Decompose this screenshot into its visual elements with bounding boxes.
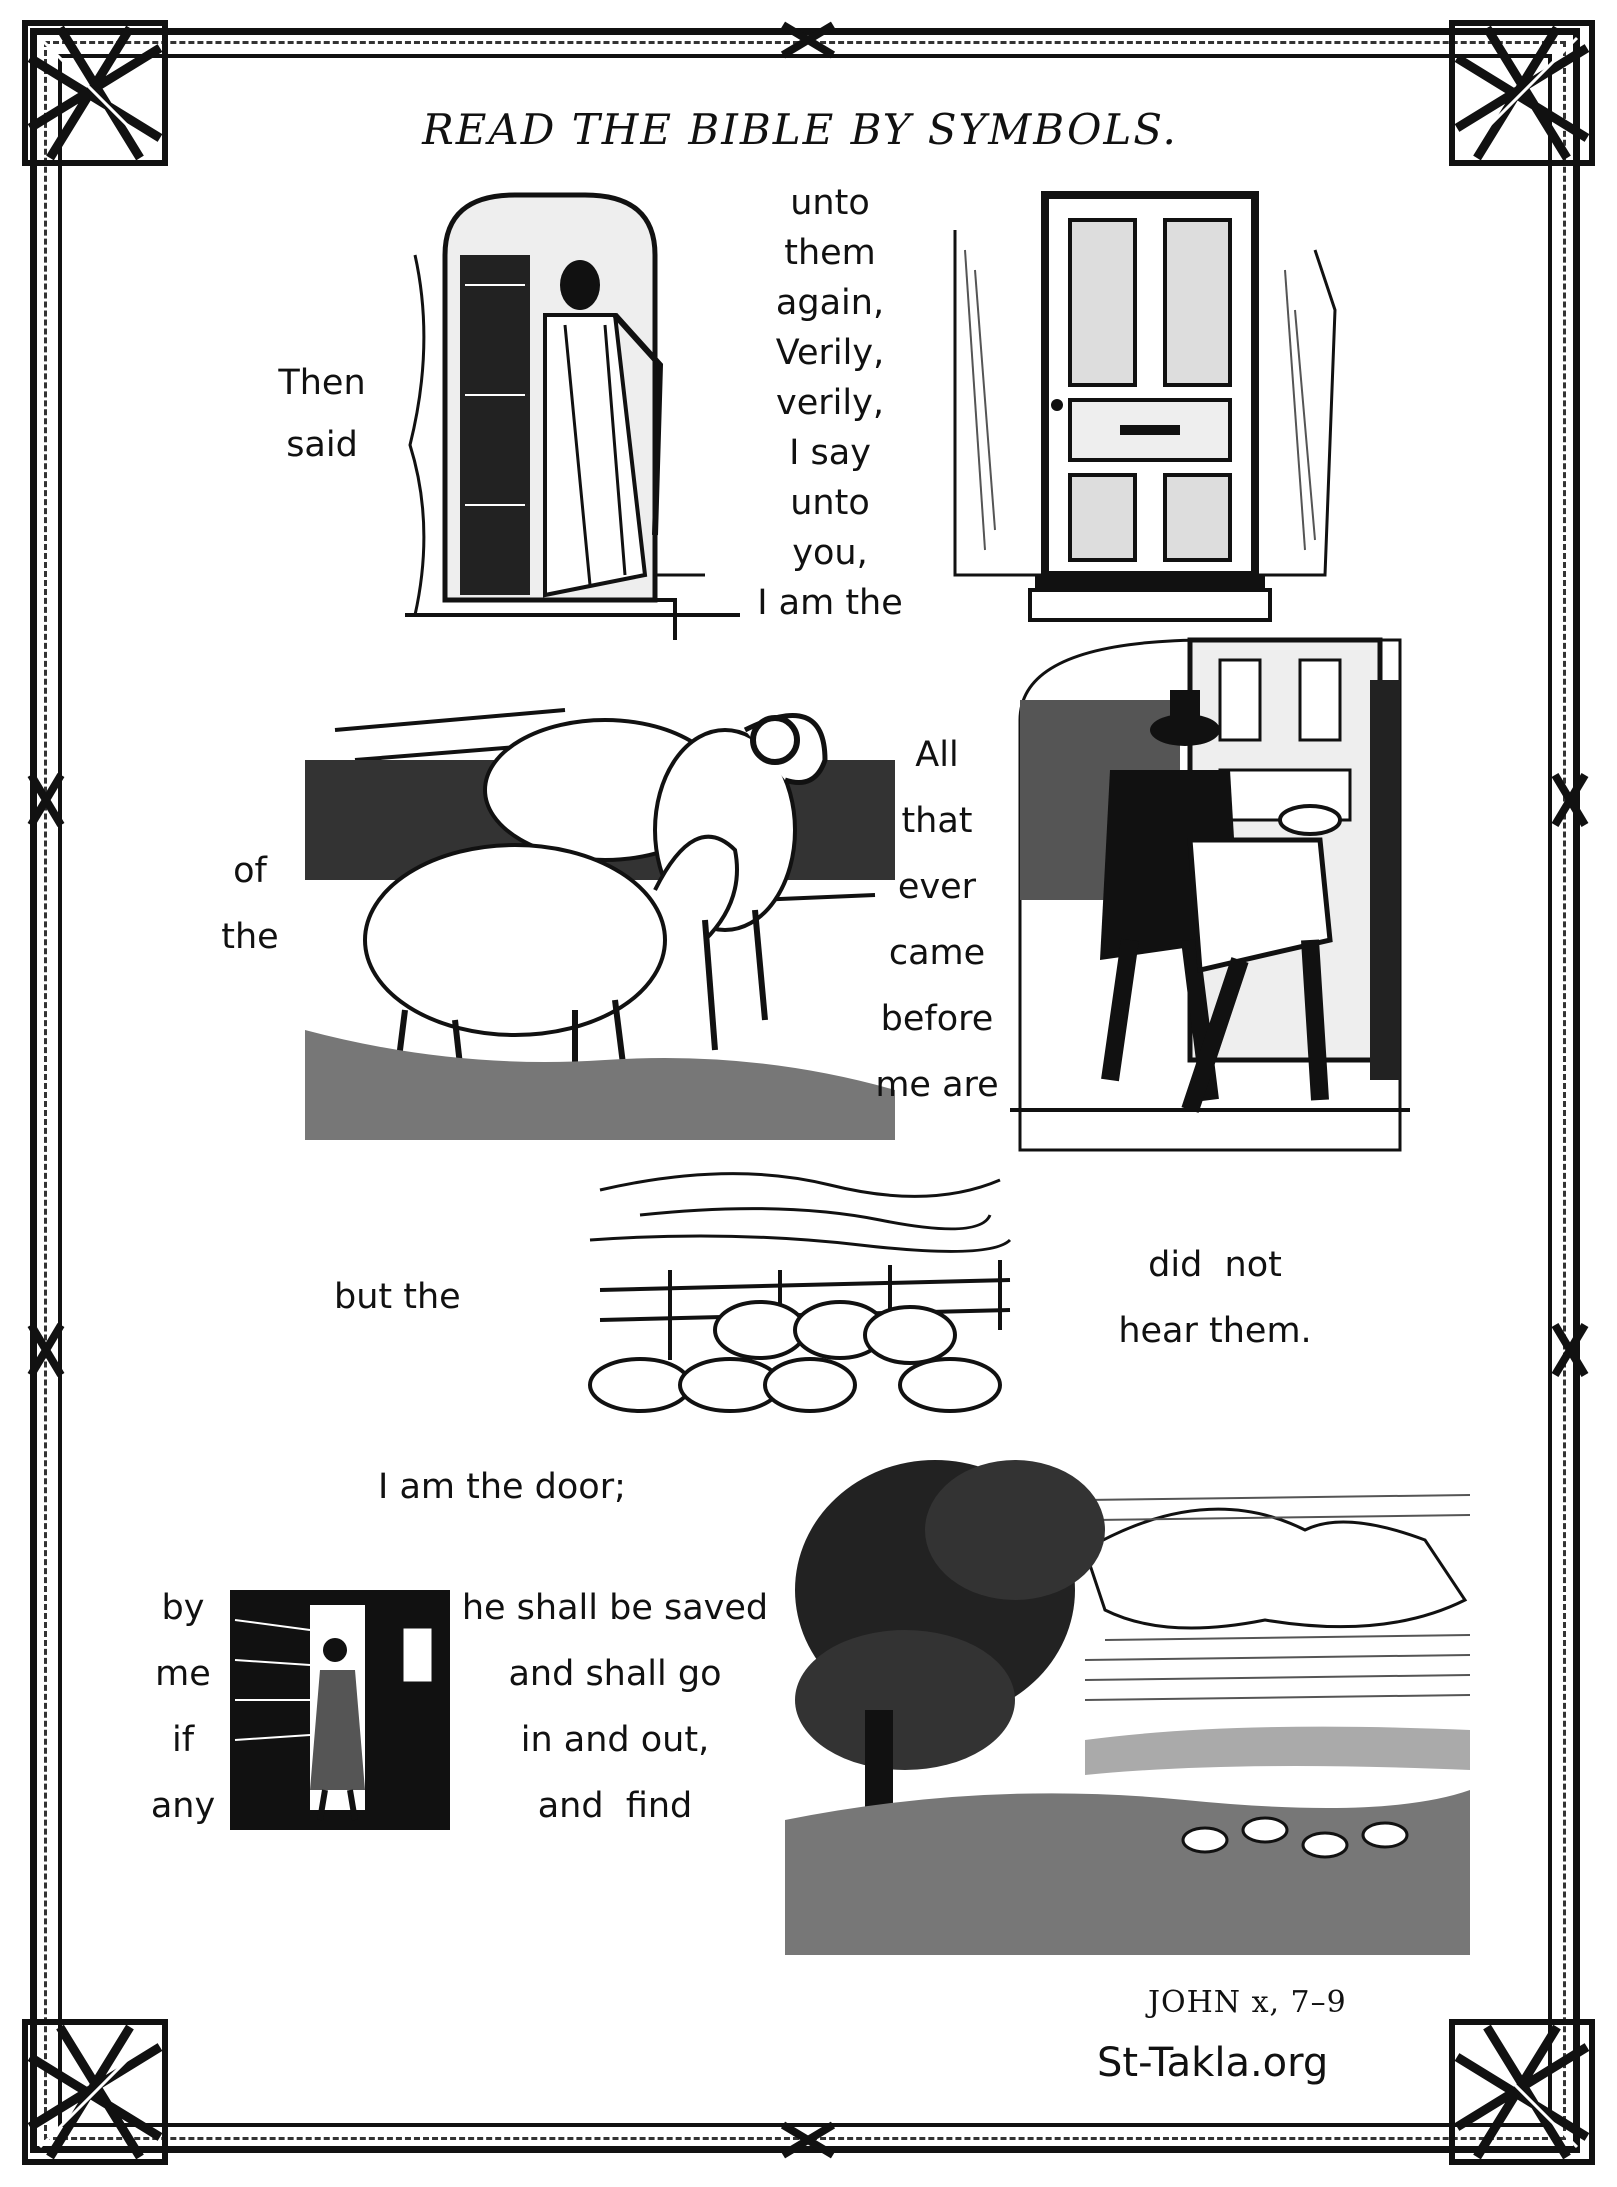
door-illustration <box>945 190 1345 630</box>
man-entering-door-illustration <box>230 1590 450 1830</box>
word: again, <box>775 283 885 323</box>
scripture-reference: JOHN x, 7–9 <box>1148 1985 1347 2020</box>
word: he shall be saved <box>461 1588 769 1628</box>
flock-in-fold-illustration <box>580 1160 1015 1425</box>
word: the <box>221 917 279 957</box>
word: verily, <box>776 383 884 423</box>
row4-right-text <box>460 1575 770 1839</box>
word: before <box>880 999 994 1039</box>
row3-left-text: but the <box>334 1277 461 1317</box>
word: did not <box>1148 1245 1282 1285</box>
door-line-text: I am the door; <box>378 1467 626 1507</box>
row3-right-text <box>1110 1232 1320 1364</box>
word: Verily, <box>775 333 885 373</box>
word: Then <box>278 363 366 403</box>
word: hear them. <box>1118 1311 1312 1351</box>
frame-knot-icon <box>778 10 838 70</box>
corner-ornament-icon <box>1447 18 1597 168</box>
word: All <box>915 735 959 775</box>
word: ever <box>897 867 977 907</box>
word: you, <box>792 533 868 573</box>
row4-left-text <box>138 1575 228 1839</box>
word: if <box>171 1720 195 1760</box>
jesus-at-door-illustration <box>405 195 740 640</box>
corner-ornament-icon <box>20 2017 170 2167</box>
row2-middle-text <box>862 722 1012 1118</box>
frame-knot-icon <box>778 2110 838 2170</box>
row1-left-text <box>262 352 382 476</box>
watermark-text: St-Takla.org <box>1097 2040 1329 2086</box>
word: said <box>286 425 358 465</box>
word: by <box>161 1588 205 1628</box>
corner-ornament-icon <box>20 18 170 168</box>
row2-left-text <box>200 838 300 970</box>
frame-knot-icon <box>16 770 76 830</box>
word: that <box>901 801 973 841</box>
word: me <box>155 1654 211 1694</box>
page-title: READ THE BIBLE BY SYMBOLS. <box>422 105 1178 154</box>
word: them <box>784 233 876 273</box>
word: unto <box>790 483 870 523</box>
thieves-at-door-illustration <box>1010 640 1410 1150</box>
frame-knot-icon <box>16 1320 76 1380</box>
row1-middle-text <box>740 178 920 628</box>
pasture-landscape-illustration <box>785 1440 1470 1955</box>
word: in and out, <box>520 1720 710 1760</box>
word: and shall go <box>508 1654 722 1694</box>
word: and find <box>537 1786 693 1826</box>
word: came <box>888 933 986 973</box>
word: I am the <box>757 583 903 623</box>
corner-ornament-icon <box>1447 2017 1597 2167</box>
word: me are <box>875 1065 999 1105</box>
sheep-illustration <box>305 670 895 1140</box>
frame-knot-icon <box>1540 770 1600 830</box>
word: of <box>233 851 267 891</box>
word: any <box>150 1786 216 1826</box>
word: I say <box>789 433 871 473</box>
word: unto <box>790 183 870 223</box>
frame-knot-icon <box>1540 1320 1600 1380</box>
